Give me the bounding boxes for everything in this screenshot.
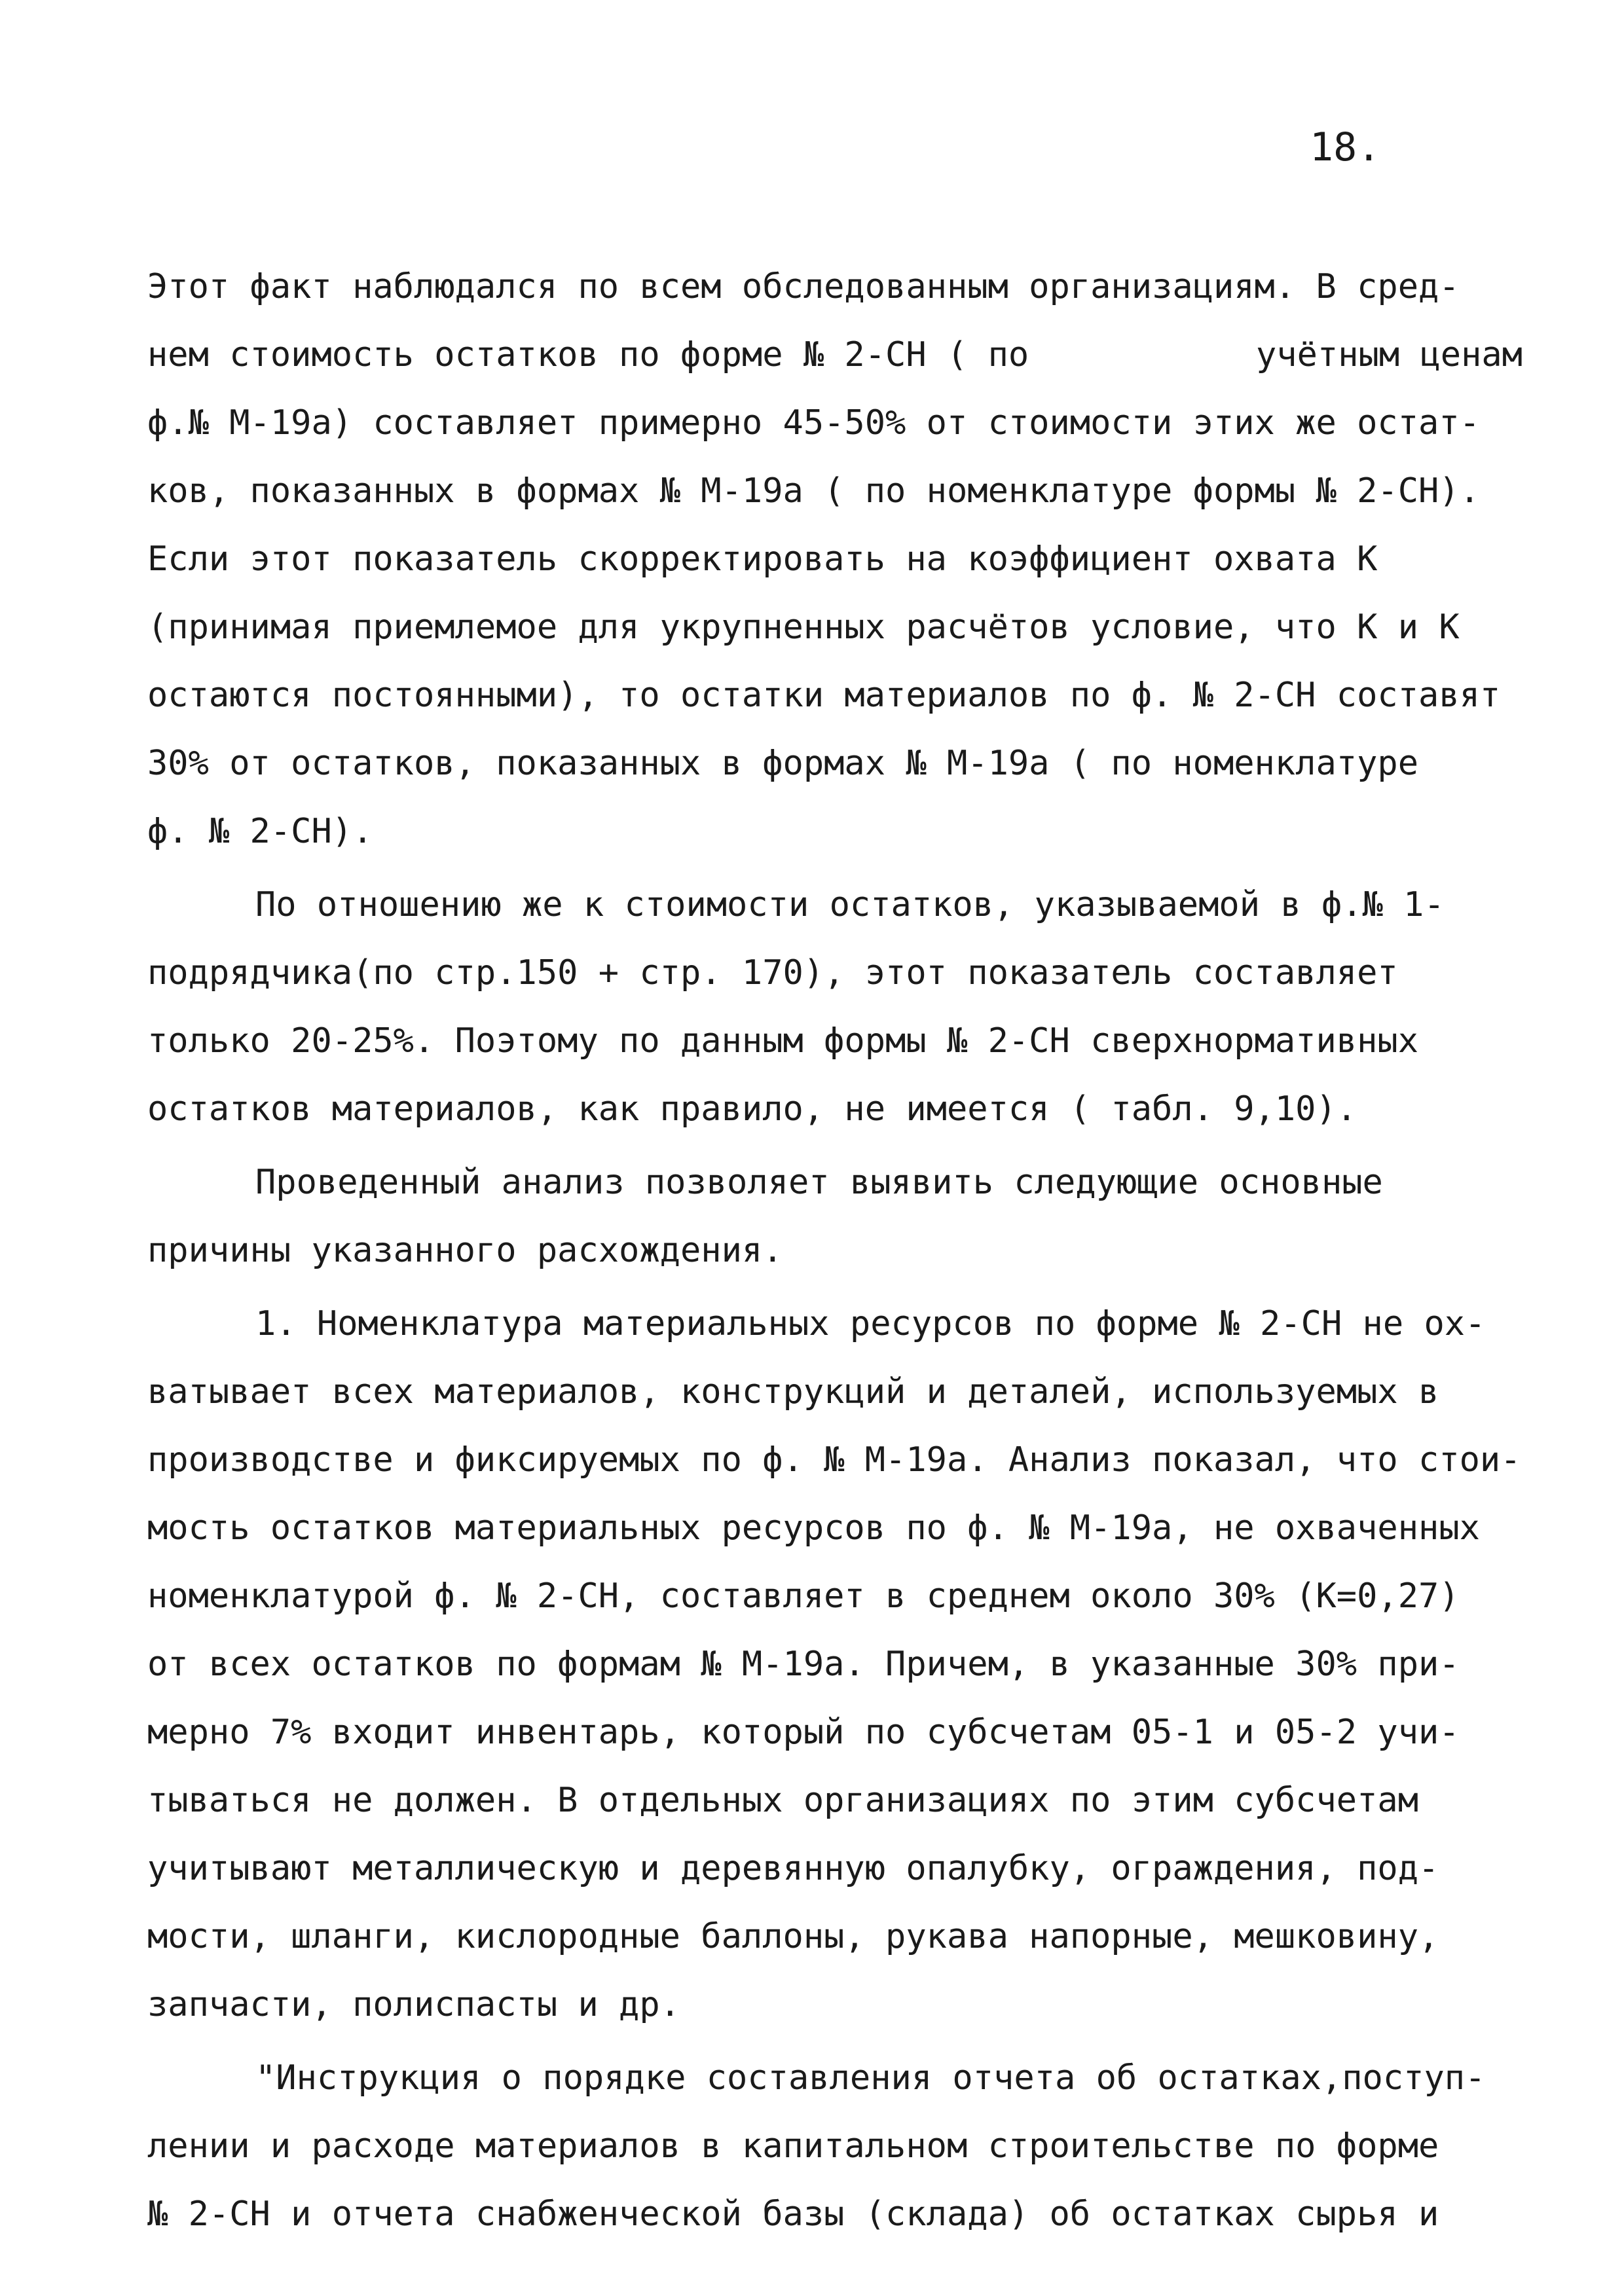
text-line: Если этот показатель скорректировать на коэффициент охвата К <box>147 539 1378 579</box>
text-line: остаются постоянными), то остатки материалов по ф. № 2-СН составят <box>147 676 1501 715</box>
text-line: Проведенный анализ позволяет выявить следующие основные <box>255 1163 1383 1202</box>
text-line: 1. Номенклатура материальных ресурсов по форме № 2-СН не ох- <box>255 1304 1486 1343</box>
text-line: № 2-СН и отчета снабженческой базы (склада) об остатках сырья и <box>147 2195 1439 2234</box>
text-line: По отношению же к стоимости остатков, указываемой в ф.№ 1- <box>255 885 1445 924</box>
text-line <box>147 321 1522 389</box>
text-line: остатков материалов, как правило, не имеется ( табл. 9,10). <box>147 1089 1357 1129</box>
text-line: учитывают металлическую и деревянную опалубку, ограждения, под- <box>147 1849 1439 1888</box>
text-line: запчасти, полиспасты и др. <box>147 1985 680 2024</box>
text-line: мерно 7% входит инвентарь, который по субсчетам 05-1 и 05-2 учи- <box>147 1713 1460 1752</box>
text-line: ф.№ М-19а) составляет примерно 45-50% от стоимости этих же остат- <box>147 403 1480 443</box>
text-line: ков, показанных в формах № М-19а ( по номенклатуре формы № 2-СН). <box>147 471 1480 511</box>
paragraph-4 <box>147 1290 1522 2039</box>
paragraph-5 <box>147 2044 1522 2248</box>
text-line: мости, шланги, кислородные баллоны, рукава напорные, мешковину, <box>147 1917 1439 1956</box>
text-line: производстве и фиксируемых по ф. № М-19а. Анализ показал, что стои- <box>147 1440 1521 1480</box>
paragraph-3 <box>147 1148 1522 1285</box>
paragraph-2 <box>147 871 1522 1143</box>
text-line: (принимая приемлемое для укрупненных расчётов условие, что К и К <box>147 608 1460 647</box>
text-line: ф. № 2-СН). <box>147 812 373 851</box>
text-line: номенклатурой ф. № 2-СН, составляет в среднем около 30% (К=0,27) <box>147 1576 1460 1616</box>
text-line: причины указанного расхождения. <box>147 1231 783 1270</box>
text-line: лении и расходе материалов в капитальном строительстве по форме <box>147 2126 1439 2166</box>
text-line-part: нем стоимость остатков по форме № 2-СН ( по <box>147 335 1029 374</box>
text-line: подрядчика(по стр.150 + стр. 170), этот показатель составляет <box>147 953 1398 993</box>
page-number: 18. <box>1310 124 1381 170</box>
text-line: только 20-25%. Поэтому по данным формы № 2-СН сверхнормативных <box>147 1021 1419 1061</box>
text-line: тываться не должен. В отдельных организациях по этим субсчетам <box>147 1781 1419 1820</box>
text-line-part: учётным ценам <box>1256 335 1522 374</box>
text-line: мость остатков материальных ресурсов по ф. № М-19а, не охваченных <box>147 1508 1480 1548</box>
text-line: Этот факт наблюдался по всем обследованным организациям. В сред- <box>147 267 1460 306</box>
text-line: 30% от остатков, показанных в формах № М-19а ( по номенклатуре <box>147 744 1419 783</box>
paragraph-1 <box>147 253 1522 866</box>
text-line: от всех остатков по формам № М-19а. Причем, в указанные 30% при- <box>147 1645 1460 1684</box>
text-line: ватывает всех материалов, конструкций и деталей, используемых в <box>147 1372 1439 1412</box>
text-line: "Инструкция о порядке составления отчета об остатках,поступ- <box>255 2058 1486 2098</box>
body-text <box>147 253 1522 2248</box>
